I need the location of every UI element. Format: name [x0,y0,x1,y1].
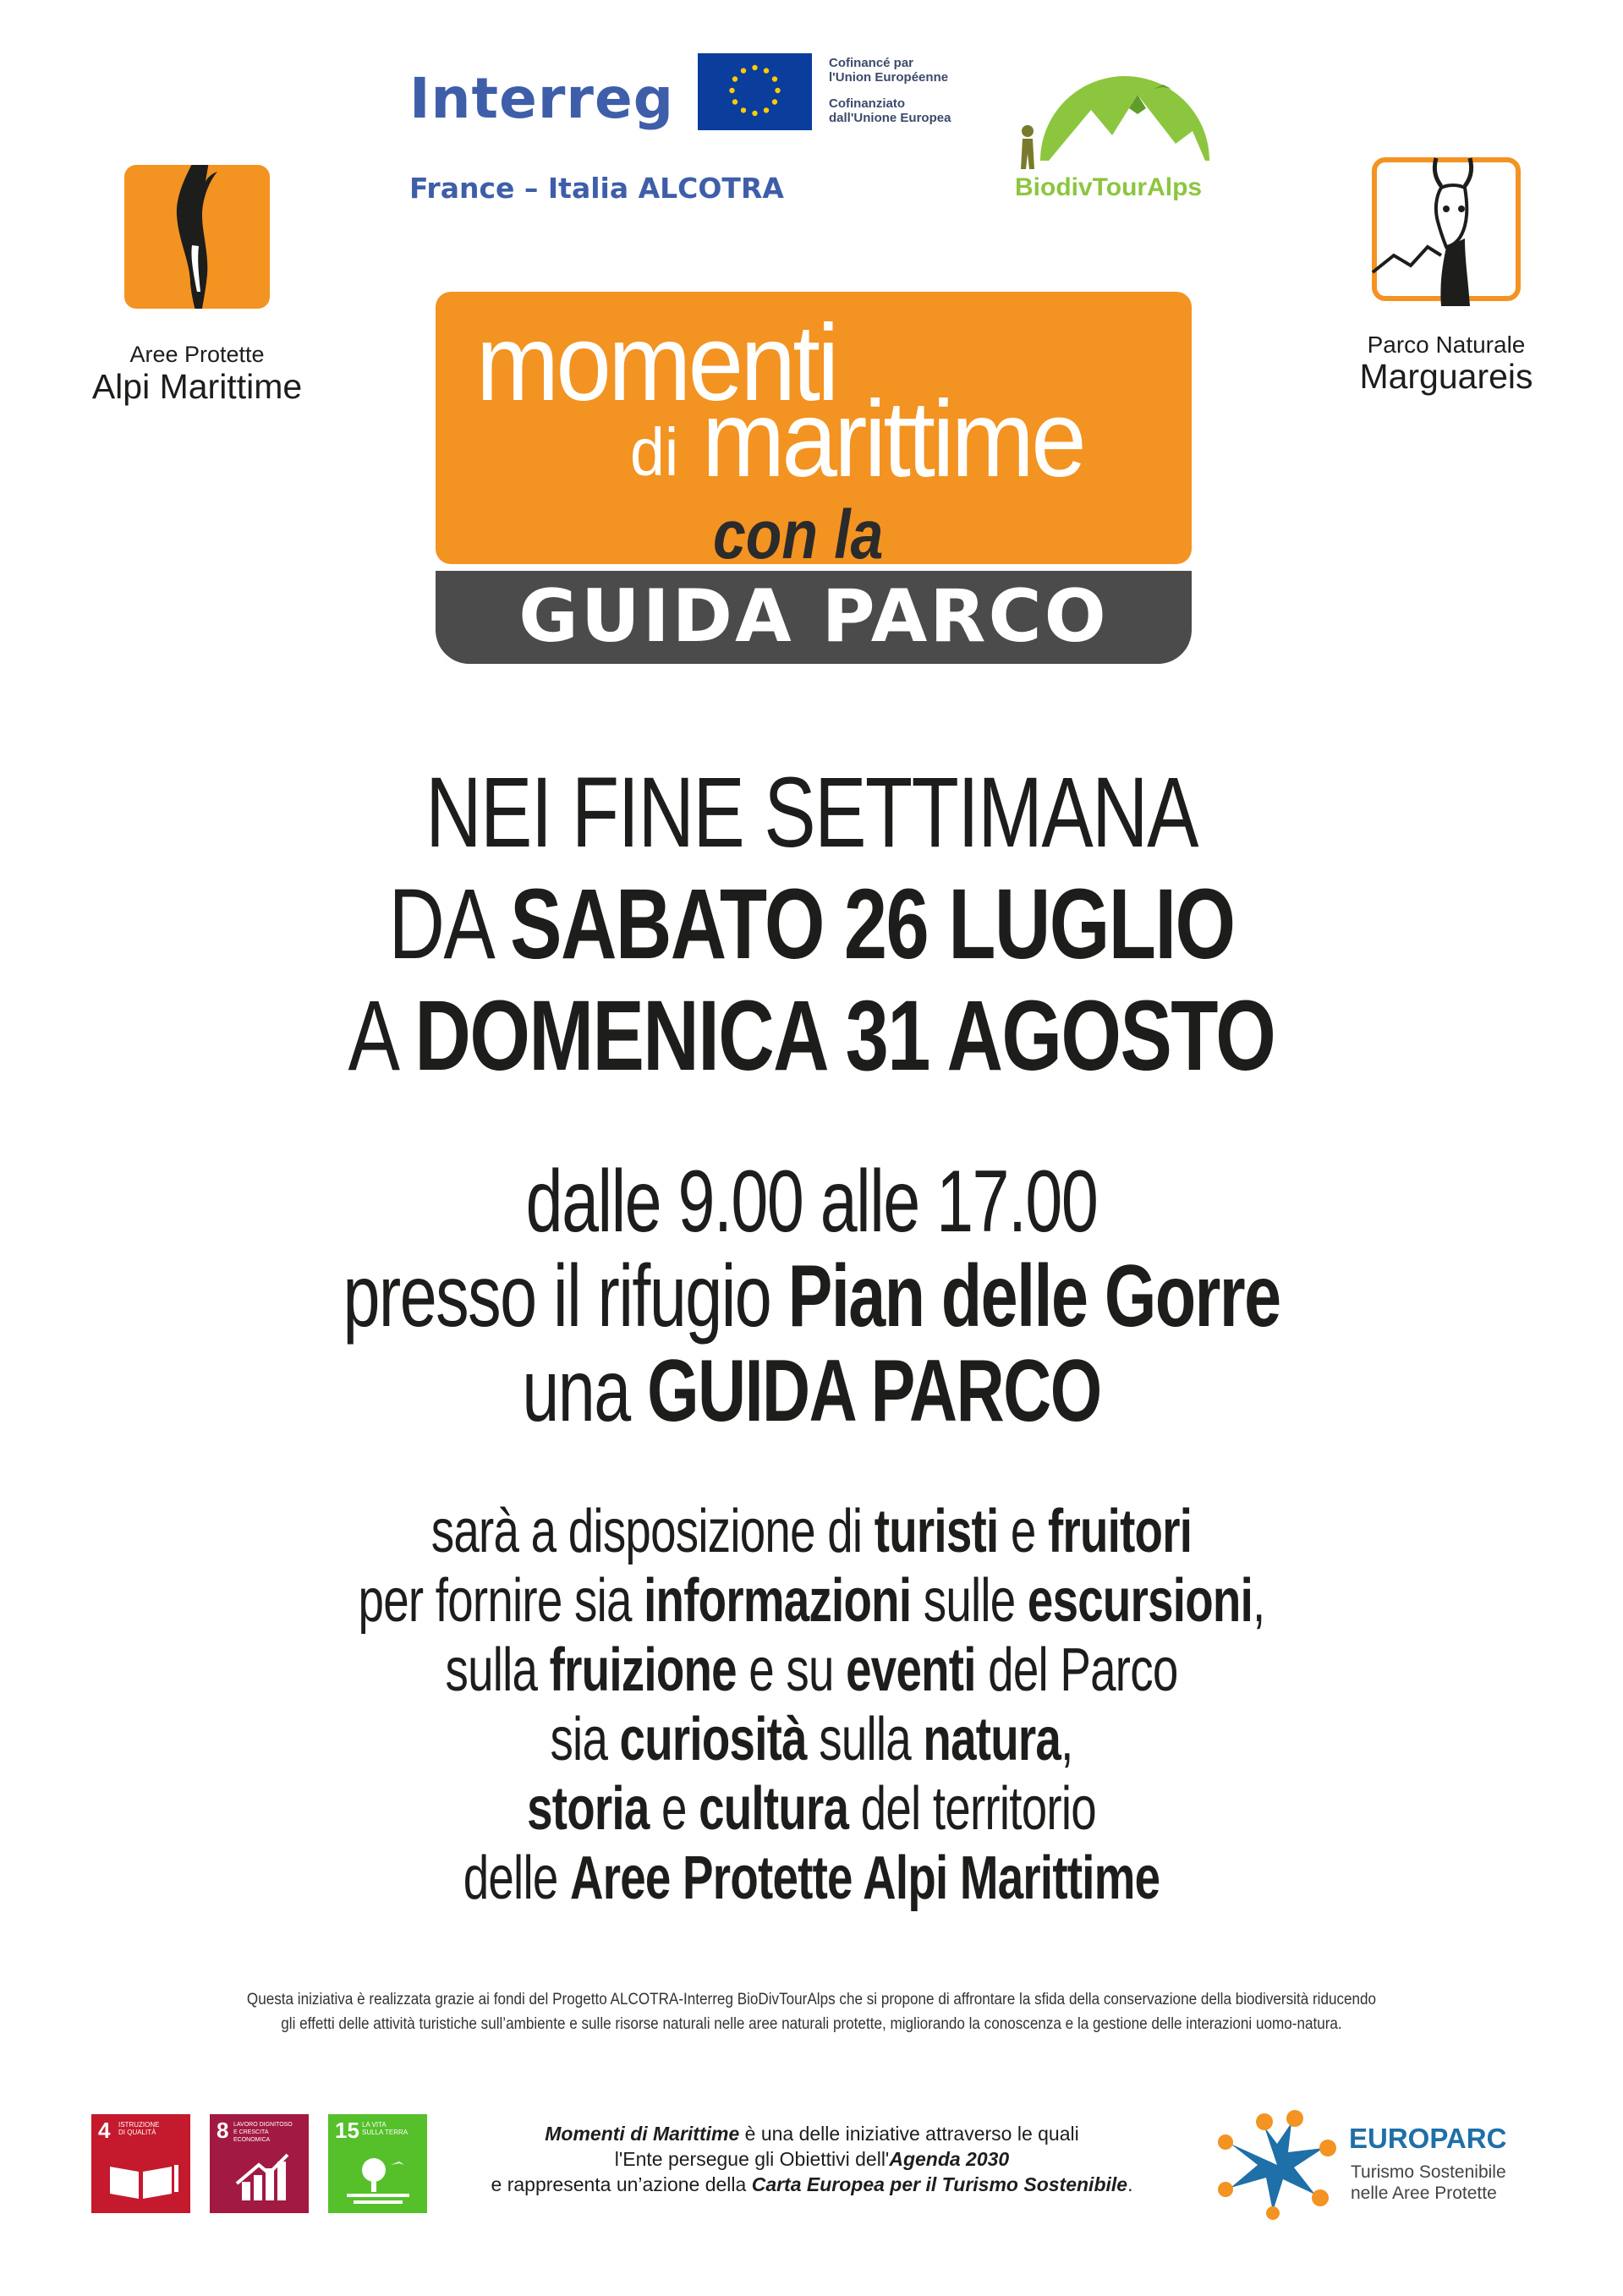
banner-marittime: marittime [702,379,1084,500]
desc-text: , [1253,1567,1265,1635]
dates-line3-pre: A [348,980,415,1092]
marguareis-logo [1372,157,1521,301]
desc-bold: fruizione [549,1636,737,1704]
banner-con-la: con la [713,496,884,573]
banner-momenti: momenti [476,303,836,424]
details-line2-bold: Pian delle Gorre [787,1247,1280,1345]
desc-bold: storia [527,1775,650,1843]
agenda-text-part: . [1127,2173,1133,2195]
marguareis-line1: Parco Naturale [1367,332,1526,358]
agenda-text-part: e rappresenta un’azione della [491,2173,752,2195]
biodivtouralps-name: BiodivTourAlps [1015,173,1203,201]
sdg-8-label1: LAVORO DIGNITOSO [233,2122,293,2128]
desc-text: del Parco [975,1636,1178,1704]
sdg-15-tile [328,2114,427,2213]
biodivtouralps-logo [1011,51,1239,213]
chamois-icon [124,165,270,309]
europarc-star-icon [1214,2110,1341,2220]
interreg-title: Interreg [409,66,674,131]
desc-text: e [649,1775,699,1843]
europarc-logo [1214,2110,1341,2220]
details-line2-pre: presso il rifugio [343,1247,788,1345]
dates-line3 [178,980,1445,1092]
dates-line3-bold: DOMENICA 31 AGOSTO [414,980,1275,1092]
desc-bold: escursioni [1027,1567,1253,1635]
agenda-text [474,2121,1150,2197]
details-block [0,1154,1623,1438]
europarc-line1: Turismo Sostenibile [1351,2162,1506,2182]
description-block [0,1497,1623,1913]
sdg-8-tile [210,2114,309,2213]
agenda-line2 [474,2146,1150,2172]
eu-fr-line2: l'Union Européenne [829,70,949,85]
tree-bird-icon [328,2114,427,2213]
dates-line2-bold: SABATO 26 LUGLIO [510,869,1235,980]
desc-bold: cultura [699,1775,849,1843]
desc-bold: eventi [846,1636,976,1704]
desc-bold: informazioni [644,1567,912,1635]
europarc-line2: nelle Aree Protette [1351,2184,1497,2203]
growth-chart-icon [210,2114,309,2213]
marguareis-line2: Marguareis [1359,357,1533,396]
sdg-15-label2: SULLA TERRA [362,2129,408,2136]
eu-it-line1: Cofinanziato [829,96,905,111]
sdg-15-number: 15 [335,2118,359,2143]
eu-flag [698,53,812,130]
sdg-8-label2: E CRESCITA [233,2129,269,2135]
dates-line2 [178,869,1445,980]
desc-line1 [195,1497,1428,1566]
alpi-marittime-logo [124,165,270,309]
alpi-marittime-line2: Alpi Marittime [91,367,303,406]
desc-text: del territorio [848,1775,1096,1843]
project-footnote [34,1987,1589,2036]
interreg-subtitle: France – Italia ALCOTRA [409,172,784,205]
desc-line6 [195,1844,1428,1913]
sdg-8-label3: ECONOMICA [233,2137,271,2143]
details-line2 [195,1249,1428,1344]
dates-block [0,757,1623,1092]
desc-text: sarà a disposizione di [430,1498,875,1565]
book-icon [91,2114,190,2213]
banner-guida-parco: GUIDA PARCO [518,574,1109,659]
sdg-4-tile [91,2114,190,2213]
desc-text: per fornire sia [358,1567,644,1635]
sdg-4-number: 4 [98,2118,111,2143]
agenda-line3 [474,2172,1150,2197]
eu-cofinance-text [829,56,951,125]
europarc-tagline [1351,2162,1506,2204]
desc-bold: turisti [874,1498,999,1565]
desc-bold: Aree Protette Alpi Marittime [569,1844,1160,1912]
desc-text: , [1061,1706,1073,1773]
agenda-text-part: l'Ente persegue gli Obiettivi dell' [614,2148,890,2170]
europarc-name: EUROPARC [1349,2123,1507,2154]
agenda-text-part: è una delle iniziative attraverso le quali [739,2123,1079,2145]
details-line3 [195,1344,1428,1438]
desc-line5 [195,1774,1428,1844]
footnote-line2: gli effetti delle attività turistiche sull’ambiente e sulle risorse naturali nelle aree naturali protette, migliorando la conoscenza e la gestione delle interazioni uomo-natura. [281,2015,1342,2033]
desc-text: sia [550,1706,620,1773]
agenda-italic: Momenti di Marittime [545,2123,740,2145]
desc-line2 [195,1566,1428,1636]
eu-stars-icon [698,53,812,130]
agenda-line1 [474,2121,1150,2146]
desc-text: sulla [445,1636,550,1704]
sdg-4-label1: ISTRUZIONE [118,2121,160,2129]
desc-line4 [195,1705,1428,1774]
roe-deer-icon [1377,162,1516,296]
marguareis-caption [1319,332,1573,395]
dates-line1: NEI FINE SETTIMANA [425,757,1198,869]
details-line1: dalle 9.00 alle 17.00 [525,1153,1098,1251]
dates-line2-pre: DA [388,869,511,980]
details-line3-pre: una [522,1342,648,1440]
sdg-15-label1: LA VITA [362,2121,387,2129]
desc-text: e [998,1498,1048,1565]
footnote-line1: Questa iniziativa è realizzata grazie ai fondi del Progetto ALCOTRA-Interreg BioDivTourAlps che si propone di affrontare la sfida della conservazione della biodiversità riducendo [246,1991,1377,2008]
banner-di: di [630,414,679,490]
eu-fr-line1: Cofinancé par [829,56,914,70]
agenda-italic: Agenda 2030 [889,2148,1010,2170]
alpi-marittime-caption [59,342,335,406]
details-line3-bold: GUIDA PARCO [647,1342,1101,1440]
sdg-8-number: 8 [217,2118,229,2143]
sdg-4-label2: DI QUALITÀ [118,2129,156,2136]
desc-text: delle [463,1844,570,1912]
desc-bold: fruitori [1047,1498,1193,1565]
desc-text: sulla [806,1706,924,1773]
desc-text: e su [736,1636,847,1704]
alpi-marittime-line1: Aree Protette [129,342,265,367]
desc-bold: natura [923,1706,1061,1773]
desc-line3 [195,1636,1428,1705]
eu-it-line2: dall'Unione Europea [829,111,951,125]
agenda-italic: Carta Europea per il Turismo Sostenibile [751,2173,1128,2195]
desc-bold: curiosità [619,1706,807,1773]
desc-text: sulle [911,1567,1028,1635]
